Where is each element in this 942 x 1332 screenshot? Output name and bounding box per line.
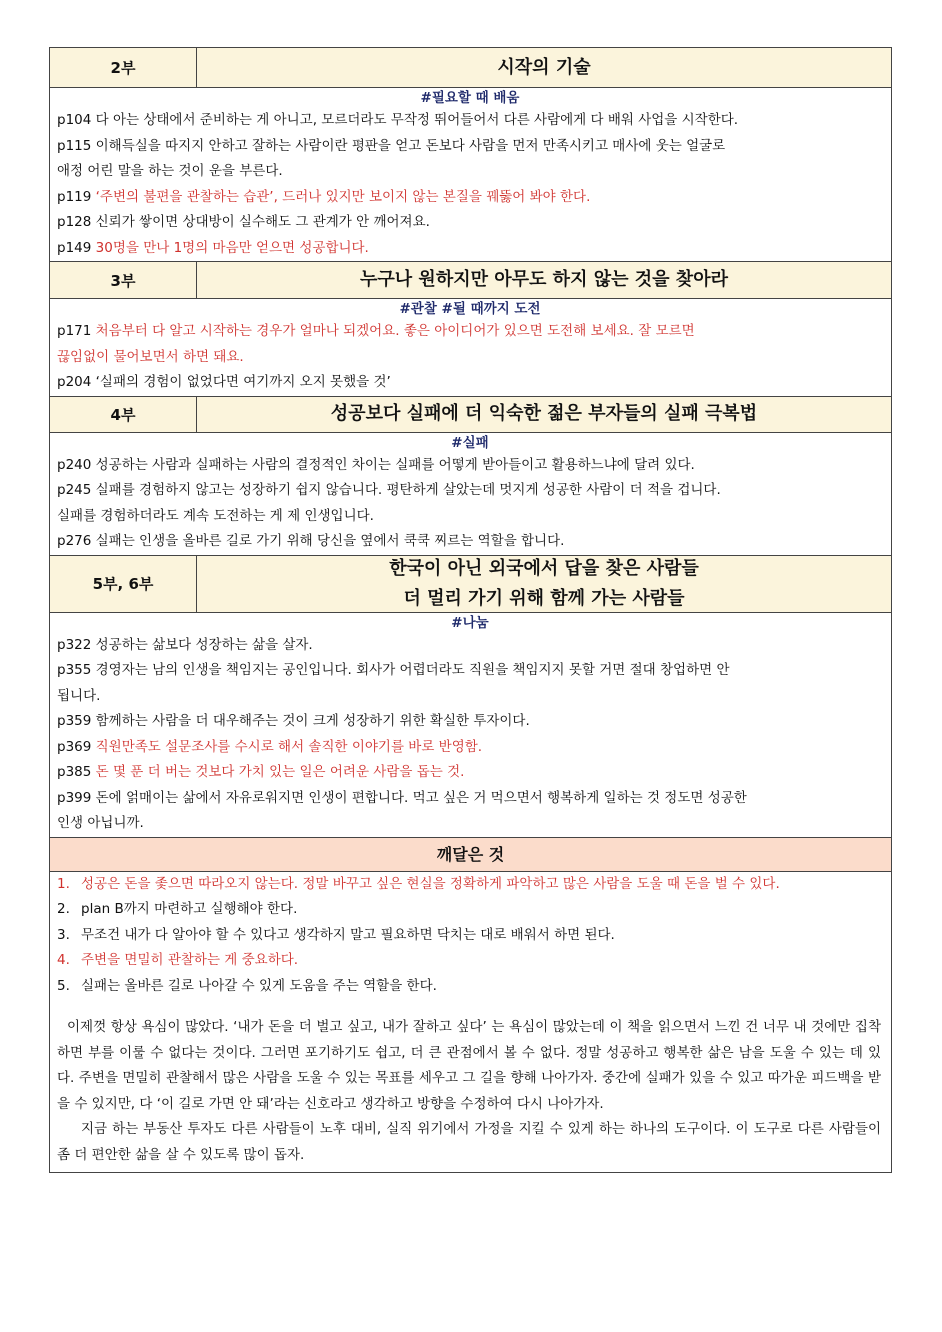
highlighted-quote: ‘주변의 불편을 관찰하는 습관’, 드러나 있지만 보이지 않는 본질을 꿰뚫어 봐야 한다. [95, 188, 591, 205]
section-header [50, 262, 891, 299]
page-ref: p119 [57, 188, 96, 205]
section-title [197, 397, 891, 432]
quote-line [57, 185, 883, 211]
section-header [50, 397, 891, 433]
section-title [197, 556, 891, 612]
section-tag: #관찰 #될 때까지 도전 [399, 301, 541, 317]
insight-item [57, 897, 883, 923]
insight-item [57, 974, 883, 1000]
page-ref: p171 [57, 323, 96, 339]
insight-text: 성공은 돈을 좇으면 따라오지 않는다. 정말 바꾸고 싶은 현실을 정확하게 파악하고 많은 사람을 도울 때 돈을 벌 수 있다. [81, 875, 780, 892]
quote-line [57, 760, 883, 786]
section-title [197, 48, 891, 87]
quote-line: p104 다 아는 상태에서 준비하는 게 아니고, 모르더라도 무작정 뛰어들어서 다른 사람에게 다 배워 사업을 시작한다. [57, 112, 739, 128]
reflection-paragraph: 지금 하는 부동산 투자도 다른 사람들이 노후 대비, 실직 위기에서 가정을 지킬 수 있게 하는 하나의 도구이다. 이 도구로 다른 사람들이 좀 더 편안한 삶을 살 수 있도록 많이 돕자. [57, 1121, 881, 1163]
quote-line: 됩니다. [57, 687, 101, 704]
part-label: 4부 [50, 397, 197, 432]
highlighted-quote: 30명을 만나 1명의 마음만 얻으면 성공합니다. [95, 239, 369, 256]
part-label: 2부 [50, 48, 197, 87]
insight-number: 5. [57, 977, 70, 994]
insight-number: 3. [57, 926, 70, 943]
insights-header: 깨달은 것 [50, 838, 891, 872]
quote-line: p322 성공하는 삶보다 성장하는 삶을 살자. [57, 636, 313, 653]
part-label: 3부 [50, 262, 197, 298]
section-body [50, 613, 891, 838]
section-title-line: 누구나 원하지만 아무도 하지 않는 것을 찾아라 [360, 269, 728, 290]
quote-line: p359 함께하는 사람을 더 대우해주는 것이 크게 성장하기 위한 확실한 투자이다. [57, 713, 530, 729]
quote-line: p276 실패는 인생을 올바른 길로 가기 위해 당신을 옆에서 쿡쿡 찌르는 역할을 합니다. [57, 533, 565, 549]
insight-item [57, 948, 883, 974]
insight-item [57, 872, 883, 898]
section-tag: #실패 [451, 434, 489, 451]
page-ref: p385 [57, 764, 96, 780]
quote-line: 끊임없이 물어보면서 하면 돼요. [57, 348, 244, 365]
highlighted-quote: 처음부터 다 알고 시작하는 경우가 얼마나 되겠어요. 좋은 아이디어가 있으면 도전해 보세요. 잘 모르면 [95, 323, 695, 339]
section-title [197, 262, 891, 298]
highlighted-quote: 돈 몇 푼 더 버는 것보다 가치 있는 일은 어려운 사람을 돕는 것. [95, 764, 465, 780]
quote-line: 인생 아닙니까. [57, 815, 144, 831]
quote-line: 실패를 경험하더라도 계속 도전하는 게 제 인생입니다. [57, 507, 374, 524]
book-summary-document [49, 47, 892, 1173]
section-title-line: 한국이 아닌 외국에서 답을 찾은 사람들 [389, 557, 699, 579]
quote-line: p399 돈에 얽매이는 삶에서 자유로워지면 인생이 편합니다. 먹고 싶은 거 먹으면서 행복하게 일하는 것 정도면 성공한 [57, 789, 747, 806]
section-body [50, 433, 891, 556]
quote-line [57, 735, 883, 761]
page-ref: p149 [57, 239, 96, 256]
insight-text: 무조건 내가 다 알아야 할 수 있다고 생각하지 말고 필요하면 닥치는 대로 배워서 하면 된다. [81, 926, 615, 943]
quote-line: p204 ‘실패의 경험이 없었다면 여기까지 오지 못했을 것’ [57, 374, 391, 390]
insights-list [50, 872, 891, 1000]
reflection-essay [50, 999, 891, 1172]
highlighted-quote: 직원만족도 설문조사를 수시로 해서 솔직한 이야기를 바로 반영함. [95, 738, 483, 755]
quote-line [57, 236, 883, 262]
section-body [50, 88, 891, 262]
section-header [50, 556, 891, 613]
section-header [50, 48, 891, 88]
reflection-paragraph: 이제껏 항상 욕심이 많았다. ‘내가 돈을 더 벌고 싶고, 내가 잘하고 싶다’ 는 욕심이 많았는데 이 책을 읽으면서 느낀 건 너무 내 것에만 집착하면 부를 이룰 수 없다는 것이다. 그러면 포기하기도 쉽고, 더 큰 관점에서 볼 수 없다. 정말 성공하고 행복한 삶은 남을 도울 수 있는 데 있다. 주변을 면밀히 관찰해서 많은 사람을 도울 수 있는 목표를 세우고 그 길을 향해 나아가자. 중간에 실패가 있을 수 있고 따가운 피드백을 받을 수 있지만, 다 ‘이 길로 가면 안 돼’라는 신호라고 생각하고 방향을 수정하여 다시 나아가자. [57, 1019, 881, 1112]
section-title-line: 성공보다 실패에 더 익숙한 젊은 부자들의 실패 극복법 [330, 403, 758, 424]
insight-text: plan B까지 마련하고 실행해야 한다. [81, 901, 298, 917]
quote-line: p245 실패를 경험하지 않고는 성장하기 쉽지 않습니다. 평탄하게 살았는데 멋지게 성공한 사람이 더 적을 겁니다. [57, 482, 721, 498]
insight-number: 1. [57, 875, 70, 892]
insight-text: 주변을 면밀히 관찰하는 게 중요하다. [81, 952, 299, 968]
quote-line [57, 319, 883, 345]
insight-number: 2. [57, 901, 70, 917]
insight-text: 실패는 올바른 길로 나아갈 수 있게 도움을 주는 역할을 한다. [81, 977, 437, 994]
quote-line: p240 성공하는 사람과 실패하는 사람의 결정적인 차이는 실패를 어떻게 받아들이고 활용하느냐에 달려 있다. [57, 456, 695, 473]
section-tag: #필요할 때 배움 [420, 90, 520, 106]
section-tag: #나눔 [451, 614, 489, 631]
quote-line: p355 경영자는 남의 인생을 책임지는 공인입니다. 회사가 어렵더라도 직원을 책임지지 못할 거면 절대 창업하면 안 [57, 662, 730, 678]
page-ref: p369 [57, 738, 96, 755]
insight-item [57, 923, 883, 949]
section-title-line: 더 멀리 가기 위해 함께 가는 사람들 [403, 587, 685, 609]
insight-number: 4. [57, 952, 70, 968]
section-body [50, 299, 891, 397]
quote-line: p115 이해득실을 따지지 안하고 잘하는 사람이란 평판을 얻고 돈보다 사람을 먼저 만족시키고 매사에 웃는 얼굴로 [57, 137, 726, 154]
section-title-line: 시작의 기술 [497, 56, 591, 78]
quote-line: 애정 어린 말을 하는 것이 운을 부른다. [57, 163, 283, 179]
quote-line: p128 신뢰가 쌓이면 상대방이 실수해도 그 관계가 안 깨어져요. [57, 214, 430, 230]
part-label: 5부, 6부 [50, 556, 197, 612]
